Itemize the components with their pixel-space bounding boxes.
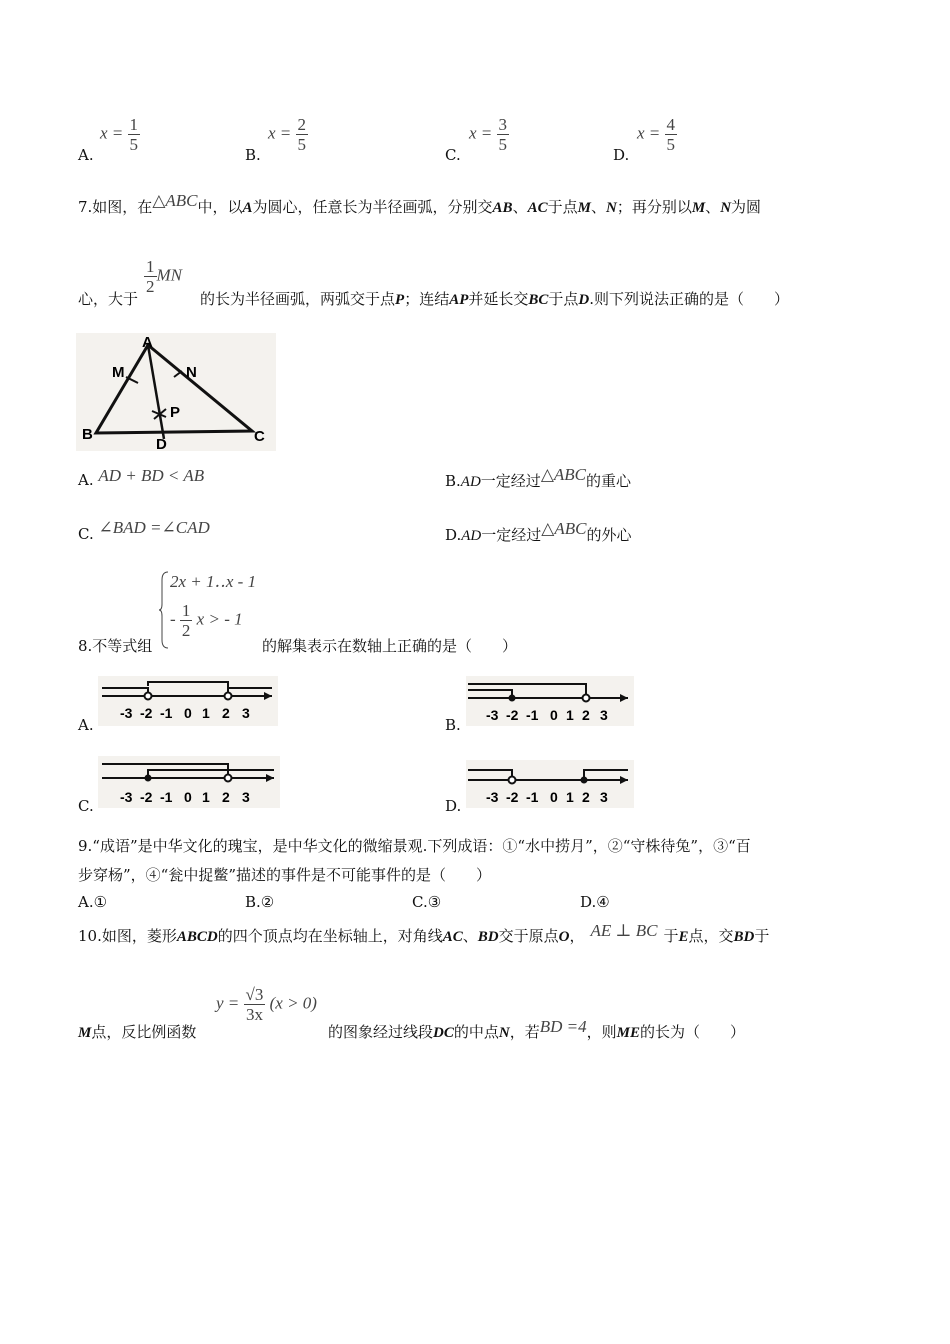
q7-var: A: [242, 200, 253, 216]
q7-option-a-label: A.: [78, 471, 94, 489]
q7-text: 为圆心，任意长为半径画弧，分别交: [252, 198, 493, 216]
q10-var: ABCD: [176, 929, 218, 945]
q8-system: [158, 570, 258, 650]
q10-text: 于: [663, 927, 679, 945]
arrow-icon: [266, 774, 274, 782]
tick-label: 1: [202, 705, 210, 721]
q7-mn: MN: [156, 265, 182, 285]
q6-d-num: 4: [666, 115, 676, 134]
q8-b-svg: [466, 676, 634, 726]
q8-a-svg: [98, 676, 278, 726]
open-dot: [145, 693, 152, 700]
q10-text: 于: [754, 927, 770, 945]
tick-label: 3: [600, 789, 608, 805]
q7-option-d-text2: 的外心: [586, 526, 632, 544]
q7-triangle-figure: [76, 333, 276, 451]
q6-d-lhs: x =: [637, 123, 661, 143]
q10-var: DC: [433, 1025, 454, 1041]
q6-option-b-math: [268, 116, 308, 153]
q10-line2-start: [78, 1021, 196, 1042]
closed-dot: [145, 775, 152, 782]
q7-option-c-math: ∠BAD =∠CAD: [98, 518, 210, 537]
q8-ineq2-den: 2: [181, 621, 191, 640]
q8-option-b-numberline: [466, 676, 634, 726]
q10-var: N: [498, 1025, 510, 1041]
q7-text: 为圆: [731, 198, 762, 216]
bracket: [148, 682, 228, 696]
q7-option-b: [445, 465, 632, 491]
q6-b-fraction: [296, 116, 309, 153]
q7-text: 于点: [547, 198, 578, 216]
q10-text: 点，反比例函数: [91, 1023, 197, 1041]
q7-half-mn: [144, 258, 182, 295]
q7-half-fraction: [144, 258, 157, 295]
q8-ineq2: [170, 602, 243, 639]
tick-label: -1: [526, 707, 539, 723]
q9-option-d: D.④: [580, 893, 610, 911]
q7-var: M: [577, 200, 591, 216]
q10-bd-eq: BD =4: [539, 1017, 587, 1036]
tick-label: -1: [160, 789, 173, 805]
tick-label: 3: [600, 707, 608, 723]
q10-text: 、: [462, 927, 478, 945]
label-m: M: [112, 364, 125, 381]
q10-text: 点，交: [688, 927, 734, 945]
q7-option-a: [78, 466, 205, 490]
q7-text: 、: [705, 198, 721, 216]
q7-text: ；连结: [404, 290, 450, 308]
q10-function: [216, 986, 317, 1023]
q7-text: 的长为半径画弧，两弧交于点: [200, 290, 396, 308]
q10-text: 的图象经过线段: [328, 1023, 434, 1041]
q10-text: 的四个顶点均在坐标轴上，对角线: [217, 927, 443, 945]
q7-half-num: 1: [146, 257, 155, 276]
q10-perp: AE ⊥ BC: [590, 921, 658, 940]
tick-label: -1: [160, 705, 173, 721]
q6-c-fraction: [497, 116, 510, 153]
q6-c-den: 5: [498, 135, 508, 154]
q10-var: E: [678, 929, 689, 945]
q7-var: P: [395, 292, 405, 308]
q7-line2-rest: [200, 288, 789, 309]
closed-dot: [509, 695, 516, 702]
tick-label: 0: [184, 705, 192, 721]
q7-option-d-text: 一定经过: [481, 526, 542, 544]
label-n: N: [186, 364, 197, 381]
label-c: C: [254, 428, 265, 445]
q7-option-d: [445, 519, 632, 545]
q10-text: 的长为（ ）: [639, 1023, 745, 1041]
q9-line2: 步穿杨”，④“瓮中捉鳖”描述的事件是不可能事件的是（ ）: [78, 866, 492, 884]
q7-var: AP: [449, 292, 469, 308]
q10-fn-cond: (x > 0): [269, 993, 317, 1013]
q7-option-d-label: D.: [445, 526, 462, 544]
q8-c-svg: [98, 756, 280, 808]
tick-label: 3: [242, 789, 250, 805]
q6-a-num: 1: [129, 115, 139, 134]
q7-option-b-triangle: △ABC: [540, 465, 586, 484]
q7-option-b-label: B.: [445, 472, 461, 490]
q7-text: 、: [512, 198, 528, 216]
q7-option-c: [78, 518, 210, 544]
q7-triangle-svg: [76, 333, 276, 451]
q8-ineq2-rest: x > - 1: [196, 609, 243, 629]
label-p: P: [170, 404, 181, 421]
q6-option-c-math: [469, 116, 509, 153]
tick-label: -3: [120, 705, 133, 721]
q7-text: 7.如图，在: [78, 198, 153, 216]
tick-label: 0: [550, 707, 558, 723]
q8-ineq2-num: 1: [181, 601, 191, 620]
ray-left: [102, 688, 148, 696]
tick-label: 0: [184, 789, 192, 805]
q6-d-fraction: [665, 116, 678, 153]
q8-option-d-label: D.: [445, 797, 462, 815]
q6-option-d-math: [637, 116, 677, 153]
q8-ineq2-sign: -: [170, 609, 176, 629]
q6-a-lhs: x =: [100, 123, 124, 143]
q10-line2-rest: [328, 1017, 745, 1042]
q6-option-a-label: A.: [78, 146, 94, 164]
closed-dot: [581, 777, 588, 784]
ray-left: [468, 770, 512, 780]
q7-var: BC: [528, 292, 549, 308]
q6-a-den: 5: [129, 135, 139, 154]
ray-left-inner: [468, 690, 512, 698]
q10-text: ，: [569, 927, 585, 945]
q8-option-a-numberline: [98, 676, 278, 726]
q10-text: ，若: [509, 1023, 540, 1041]
q10-var: M: [78, 1025, 92, 1041]
q6-c-num: 3: [498, 115, 508, 134]
q7-option-d-ad: AD: [461, 528, 482, 544]
q6-b-num: 2: [297, 115, 307, 134]
q7-triangle: △ABC: [152, 191, 198, 210]
q7-var: M: [691, 200, 706, 216]
tick-label: -3: [120, 789, 133, 805]
q7-text: .则下列说法正确的是（ ）: [589, 290, 790, 308]
tick-label: -2: [506, 707, 519, 723]
q7-var: N: [720, 200, 732, 216]
tick-label: 2: [222, 705, 230, 721]
tick-label: -1: [526, 789, 539, 805]
q7-text: 、: [590, 198, 606, 216]
q7-text: 并延长交: [468, 290, 529, 308]
arrow-icon: [264, 692, 272, 700]
label-d: D: [156, 436, 167, 451]
q7-var: AC: [527, 200, 548, 216]
q9-line1: 9.“成语”是中华文化的瑰宝，是中华文化的微缩景观.下列成语：①“水中捞月”，②“守株待兔”，③“百: [78, 837, 751, 855]
q8-ineq2-fraction: [180, 602, 193, 639]
tick-label: 1: [566, 789, 574, 805]
q7-option-d-triangle: △ABC: [541, 519, 587, 538]
q10-text: 10.如图，菱形: [78, 927, 177, 945]
q8-option-d-numberline: [466, 760, 634, 808]
label-b: B: [82, 426, 93, 443]
q6-option-d-label: D.: [613, 146, 630, 164]
q8-brace-icon: [158, 570, 170, 650]
q8-option-b-label: B.: [445, 716, 461, 734]
tick-label: -2: [140, 789, 153, 805]
tick-label: -3: [486, 789, 499, 805]
tick-label: 2: [582, 707, 590, 723]
q7-option-a-math: AD + BD < AB: [98, 466, 205, 485]
q10-fn-fraction: [244, 986, 266, 1023]
q10-text: 交于原点: [498, 927, 559, 945]
open-dot: [225, 693, 232, 700]
q6-b-lhs: x =: [268, 123, 292, 143]
q10-var: BD: [733, 929, 755, 945]
tick-label: 3: [242, 705, 250, 721]
segment-ad: [148, 345, 164, 439]
q6-option-a-math: [100, 116, 140, 153]
q8-option-c-numberline: [98, 756, 280, 808]
q10-line1: [78, 921, 770, 946]
q10-var: BD: [477, 929, 499, 945]
q8-suffix: 的解集表示在数轴上正确的是（ ）: [262, 637, 518, 655]
q7-var: D: [578, 292, 590, 308]
q7-text: 于点: [548, 290, 579, 308]
tick-label: 2: [222, 789, 230, 805]
q10-var: O: [558, 929, 570, 945]
q7-option-b-text2: 的重心: [586, 472, 632, 490]
q8-prefix: 8.不等式组: [78, 637, 153, 655]
q10-var: AC: [442, 929, 463, 945]
q10-fn-num: √3: [245, 985, 264, 1004]
q7-half-den: 2: [146, 277, 155, 296]
tick-label: 1: [566, 707, 574, 723]
q6-b-den: 5: [297, 135, 307, 154]
q10-text: 的中点: [453, 1023, 499, 1041]
q8-d-svg: [466, 760, 634, 808]
q10-text: ，则: [586, 1023, 617, 1041]
tick-label: -2: [506, 789, 519, 805]
tick-label: 0: [550, 789, 558, 805]
q7-option-b-ad: AD: [460, 474, 481, 490]
q7-var: N: [605, 200, 617, 216]
tick-label: 1: [202, 789, 210, 805]
q8-option-c-label: C.: [78, 797, 94, 815]
q7-var: AB: [492, 200, 513, 216]
arrow-icon: [620, 694, 628, 702]
q7-option-b-text: 一定经过: [480, 472, 541, 490]
q9-option-b: B.②: [245, 893, 275, 911]
q7-line1: [78, 191, 762, 217]
q10-fn-den: 3x: [245, 1005, 263, 1024]
q6-d-den: 5: [666, 135, 676, 154]
q6-option-c-label: C.: [445, 146, 461, 164]
q8-option-a-label: A.: [78, 716, 94, 734]
q7-line2-start: 心，大于: [78, 290, 139, 308]
q10-var: ME: [616, 1025, 640, 1041]
q7-text: ；再分别以: [616, 198, 692, 216]
tick-label: -2: [140, 705, 153, 721]
q9-option-c: C.③: [412, 893, 442, 911]
open-dot: [583, 695, 590, 702]
q9-option-a: A.①: [78, 893, 108, 911]
open-dot: [225, 775, 232, 782]
q6-c-lhs: x =: [469, 123, 493, 143]
arrow-icon: [620, 776, 628, 784]
tick-label: -3: [486, 707, 499, 723]
q6-option-b-label: B.: [245, 146, 261, 164]
label-a: A: [142, 334, 153, 351]
open-dot: [509, 777, 516, 784]
tick-label: 2: [582, 789, 590, 805]
q6-a-fraction: [128, 116, 141, 153]
q10-fn-lhs: y =: [216, 993, 240, 1013]
q8-ineq1: 2x + 1‥x - 1: [170, 572, 257, 591]
q7-option-c-label: C.: [78, 525, 94, 543]
ray-right: [148, 770, 274, 778]
q7-text: 中，以: [197, 198, 243, 216]
